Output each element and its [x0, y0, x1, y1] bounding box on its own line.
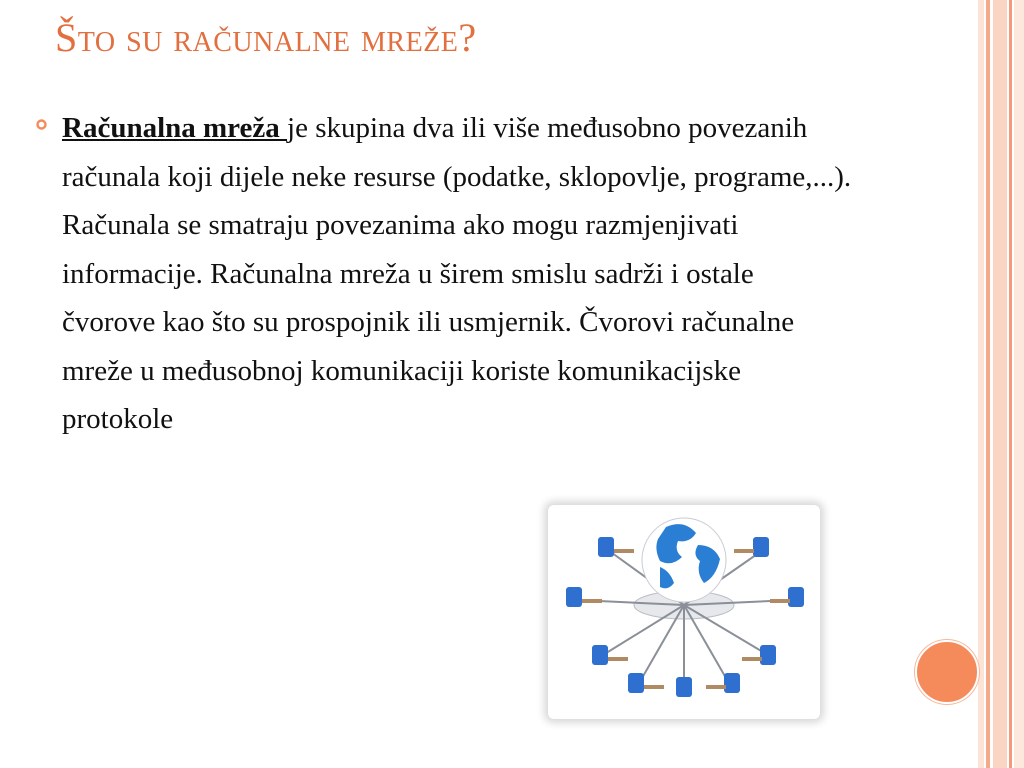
- globe-network-icon: [548, 505, 820, 719]
- bullet-paragraph: [62, 104, 852, 444]
- network-illustration: [548, 505, 820, 719]
- bullet-text: je skupina dva ili više međusobno povezanih računala koji dijele neke resurse (podatke, sklopovlje, programe,...). Računala se smatraju povezanima ako mogu razmjenjivati informacije. Računalna mreža u širem smislu sadrži i ostale čvorove kao što su prospojnik ili usmjernik. Čvorovi računalne mreže u međusobnoj komunikaciji koriste komunikacijske protokole: [62, 112, 852, 435]
- side-stripes: [978, 0, 1024, 768]
- decorative-circle-icon: [915, 640, 979, 704]
- bullet-term: Računalna mreža: [62, 112, 288, 144]
- slide-title: Što su računalne mreže?: [55, 15, 477, 60]
- bullet-circle-icon: [36, 119, 47, 130]
